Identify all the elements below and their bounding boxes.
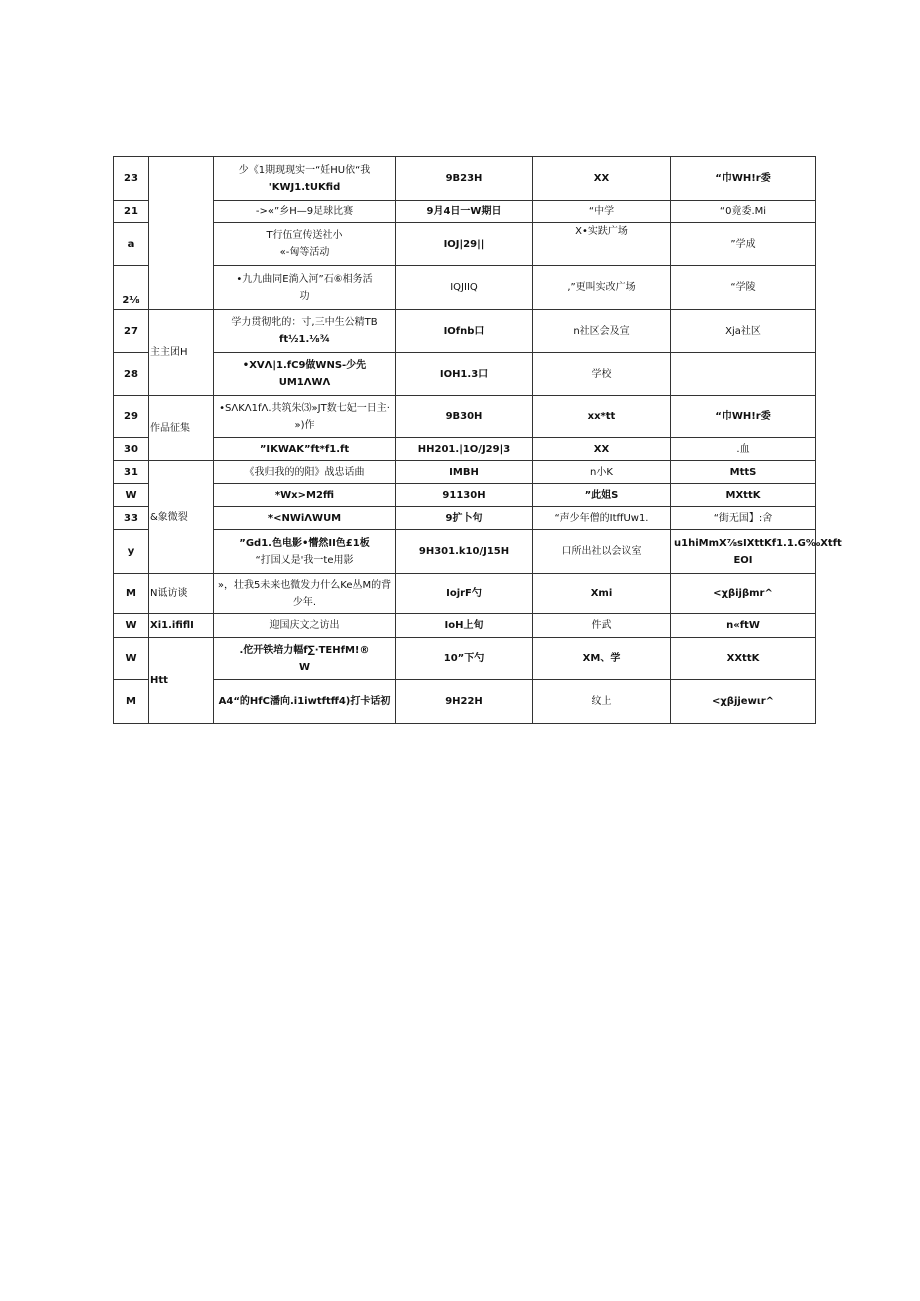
place-cell: XX — [533, 438, 671, 461]
row-number: 30 — [114, 438, 149, 461]
place-cell: 学校 — [533, 353, 671, 396]
place-cell: Xmi — [533, 574, 671, 614]
table-row — [114, 614, 816, 638]
table-row — [114, 680, 816, 724]
category-cell: &象微裂 — [149, 461, 214, 574]
row-number: a — [114, 223, 149, 266]
content-cell: ->«”乡H—9足球比赛 — [214, 201, 396, 223]
table-row — [114, 396, 816, 438]
organizer-cell: “0竟委.Mi — [671, 201, 816, 223]
row-number: 27 — [114, 310, 149, 353]
row-number: 29 — [114, 396, 149, 438]
row-number: W — [114, 614, 149, 638]
content-cell: »，壮我5未来也微发力什么Ke丛M的背 少年. — [214, 574, 396, 614]
time-cell: 9B23H — [396, 157, 533, 201]
organizer-cell: u1hiMmX⅞sIXttKf1.1.G‰Xtft EOI — [671, 530, 816, 574]
content-cell: •九九曲同E淌入河”石⑥相务活 功 — [214, 266, 396, 310]
content-cell: A4“的HfC潘向.i1iwtftff4)打卡话初 — [214, 680, 396, 724]
place-cell: XM、学 — [533, 638, 671, 680]
place-cell: XX — [533, 157, 671, 201]
organizer-cell: “街无国】:舍 — [671, 507, 816, 530]
time-cell: 9扩卜句 — [396, 507, 533, 530]
row-number: 21 — [114, 201, 149, 223]
content-cell: 《我归我的的阳》战忠话曲 — [214, 461, 396, 484]
organizer-cell: “巾WH!r委 — [671, 396, 816, 438]
time-cell: IOJ|29|| — [396, 223, 533, 266]
row-number: W — [114, 484, 149, 507]
category-cell: 主主团H — [149, 310, 214, 396]
content-cell: 学力贯彻牝的：寸,三中生公精TB ft½1.⅛¾ — [214, 310, 396, 353]
time-cell: IojrF勺 — [396, 574, 533, 614]
category-cell: N诋访谈 — [149, 574, 214, 614]
time-cell: IOH1.3口 — [396, 353, 533, 396]
content-cell: ”IKWAK”ft*f1.ft — [214, 438, 396, 461]
place-cell: “中学 — [533, 201, 671, 223]
content-cell: •SΛKΛ1fΛ.共筑朱⑶»JT数七妃一日主· »)作 — [214, 396, 396, 438]
table-row — [114, 530, 816, 574]
content-cell: 迎国庆文之访出 — [214, 614, 396, 638]
row-number: 2⅛ — [114, 266, 149, 310]
time-cell: IQJIIQ — [396, 266, 533, 310]
content-cell: T行伍宣传送社小 «-匈等活动 — [214, 223, 396, 266]
content-cell: ”Gd1.色电影•懵然II色£1板 “打国乂是'我一te用影 — [214, 530, 396, 574]
content-cell: 少《1期现现实一“妊HU依“我 'KWJ1.tUKfid — [214, 157, 396, 201]
time-cell: IoH上旬 — [396, 614, 533, 638]
row-number: M — [114, 574, 149, 614]
category-cell: Htt — [149, 638, 214, 724]
time-cell: IOfnb口 — [396, 310, 533, 353]
time-cell: 10”下勺 — [396, 638, 533, 680]
time-cell: HH201.|1O/J29|3 — [396, 438, 533, 461]
table-row — [114, 266, 816, 310]
table-row — [114, 353, 816, 396]
category-cell: Xi1.ififlI — [149, 614, 214, 638]
table-row — [114, 223, 816, 266]
organizer-cell: .血 — [671, 438, 816, 461]
organizer-cell — [671, 353, 816, 396]
row-number: W — [114, 638, 149, 680]
time-cell: 9H22H — [396, 680, 533, 724]
table-row — [114, 438, 816, 461]
table-row — [114, 484, 816, 507]
table-row — [114, 461, 816, 484]
organizer-cell: <χβjjewιr^ — [671, 680, 816, 724]
table-row — [114, 574, 816, 614]
category-cell: 作品征集 — [149, 396, 214, 461]
row-number: M — [114, 680, 149, 724]
organizer-cell: MttS — [671, 461, 816, 484]
activity-schedule-table — [113, 156, 842, 724]
place-cell: n社区会及宣 — [533, 310, 671, 353]
place-cell: 口所出社以会议室 — [533, 530, 671, 574]
table-row — [114, 507, 816, 530]
content-cell: *Wx>M2ffi — [214, 484, 396, 507]
place-cell: ”此姐S — [533, 484, 671, 507]
time-cell: 9月4日一W期日 — [396, 201, 533, 223]
place-cell: X•实趺广场 — [533, 223, 671, 266]
time-cell: 91130H — [396, 484, 533, 507]
table-row — [114, 310, 816, 353]
organizer-cell: ”学成 — [671, 223, 816, 266]
place-cell: 纹上 — [533, 680, 671, 724]
table-row — [114, 157, 816, 201]
content-cell: •XVΛ|1.fC9做WNS-少先 UM1ΛWΛ — [214, 353, 396, 396]
place-cell: n小K — [533, 461, 671, 484]
row-number: 33 — [114, 507, 149, 530]
row-number: 31 — [114, 461, 149, 484]
time-cell: 9H301.k10/J15H — [396, 530, 533, 574]
place-cell: “声少年僧的ItffUw1. — [533, 507, 671, 530]
table-row — [114, 201, 816, 223]
place-cell: xx*tt — [533, 396, 671, 438]
row-number: 23 — [114, 157, 149, 201]
organizer-cell: <χβijβmr^ — [671, 574, 816, 614]
organizer-cell: “巾WH!r委 — [671, 157, 816, 201]
content-cell: *<NWiΛWUM — [214, 507, 396, 530]
organizer-cell: Xja社区 — [671, 310, 816, 353]
organizer-cell: XXttK — [671, 638, 816, 680]
time-cell: 9B30H — [396, 396, 533, 438]
table-row — [114, 638, 816, 680]
content-cell: .佗开铁培力幅f∑·TEHfM!® W — [214, 638, 396, 680]
place-cell: ,”更叫实改广场 — [533, 266, 671, 310]
row-number: y — [114, 530, 149, 574]
time-cell: IMBH — [396, 461, 533, 484]
place-cell: 件武 — [533, 614, 671, 638]
category-cell — [149, 157, 214, 310]
row-number: 28 — [114, 353, 149, 396]
organizer-cell: MXttK — [671, 484, 816, 507]
organizer-cell: “学陵 — [671, 266, 816, 310]
organizer-cell: n«ftW — [671, 614, 816, 638]
